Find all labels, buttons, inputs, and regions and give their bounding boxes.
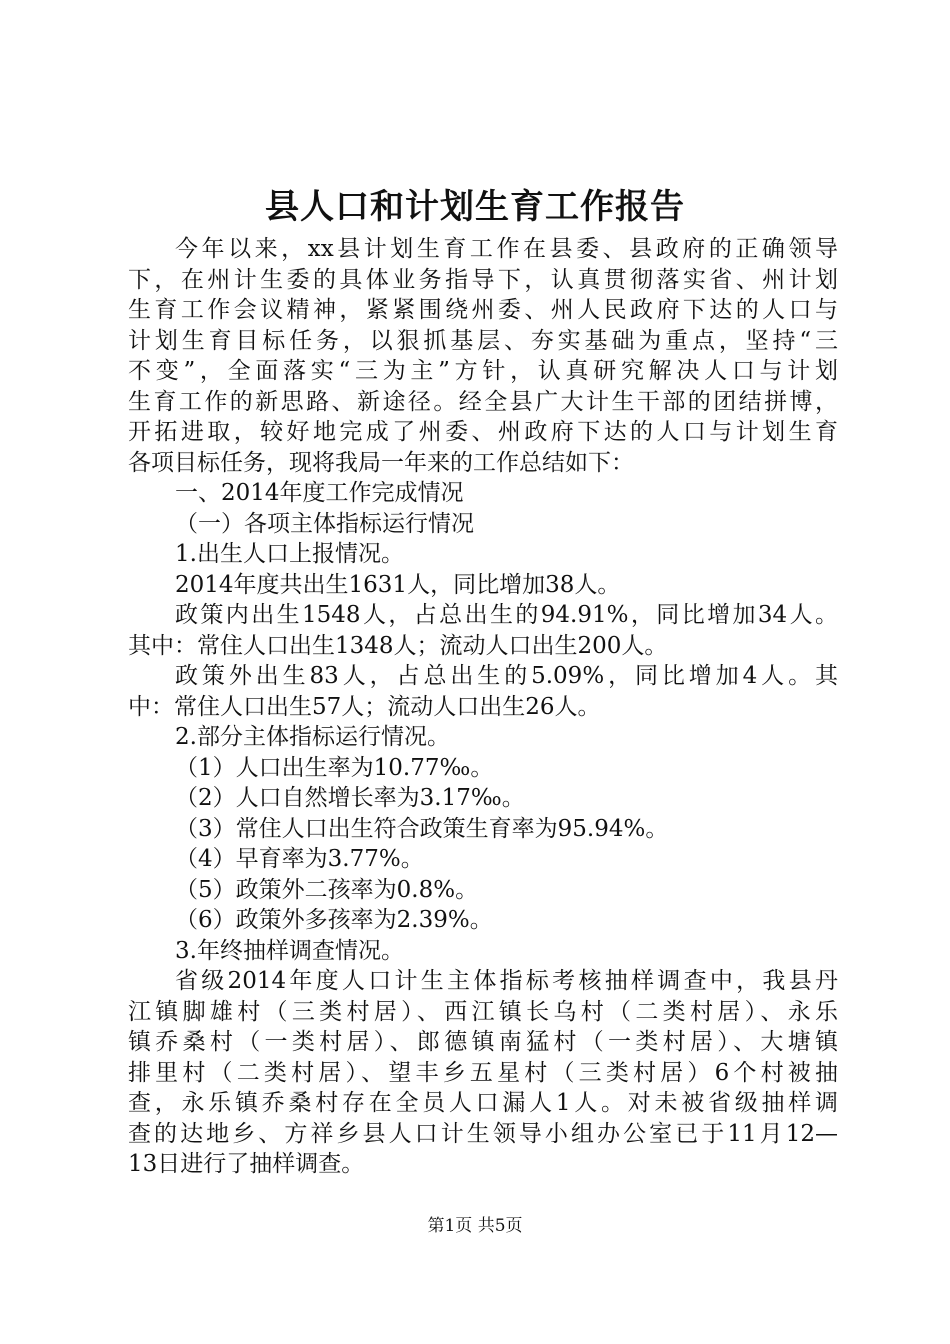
- subsection-heading: （一）各项主体指标运行情况: [175, 510, 474, 537]
- body-line: 生育工作会议精神，紧紧围绕州委、州人民政府下达的人口与: [128, 297, 838, 323]
- item-heading: 2.部分主体指标运行情况。: [175, 724, 450, 750]
- page-footer: 第1页 共5页: [427, 1216, 523, 1236]
- body-line: 查的达地乡、方祥乡县人口计生领导小组办公室已于11月12—: [128, 1120, 838, 1147]
- body-line: 13日进行了抽样调查。: [128, 1151, 365, 1177]
- indicator-item: （5）政策外二孩率为0.8%。: [175, 876, 479, 903]
- indicator-item: （2）人口自然增长率为3.17‰。: [175, 785, 525, 811]
- body-line: 生育工作的新思路、新途径。经全县广大计生干部的团结拼博，: [128, 388, 838, 415]
- body-line: 下，在州计生委的具体业务指导下，认真贯彻落实省、州计划: [128, 266, 838, 293]
- body-line: 省级2014年度人口计生主体指标考核抽样调查中，我县丹: [175, 968, 838, 994]
- body-line: 计划生育目标任务，以狠抓基层、夯实基础为重点，坚持“三: [128, 327, 838, 354]
- body-line: 排里村（二类村居）、望丰乡五星村（三类村居）6个村被抽: [128, 1059, 838, 1086]
- body-line: 其中：常住人口出生1348人；流动人口出生200人。: [128, 632, 668, 659]
- item-heading: 1.出生人口上报情况。: [175, 541, 404, 567]
- body-line: 中：常住人口出生57人；流动人口出生26人。: [128, 693, 601, 720]
- indicator-item: （6）政策外多孩率为2.39%。: [175, 907, 493, 933]
- indicator-item: （3）常住人口出生符合政策生育率为95.94%。: [175, 815, 669, 842]
- body-line: 各项目标任务，现将我局一年来的工作总结如下：: [128, 449, 634, 476]
- body-line: 不变”，全面落实“三为主”方针，认真研究解决人口与计划: [128, 358, 838, 384]
- indicator-item: （1）人口出生率为10.77‰。: [175, 754, 494, 781]
- body-line: 江镇脚雄村（三类村居）、西江镇长乌村（二类村居）、永乐: [128, 998, 838, 1025]
- body-line: 开拓进取，较好地完成了州委、州政府下达的人口与计划生育: [128, 419, 838, 445]
- body-line: 镇乔桑村（一类村居）、郎德镇南猛村（一类村居）、大塘镇: [128, 1029, 838, 1055]
- body-line: 2014年度共出生1631人，同比增加38人。: [175, 571, 621, 598]
- item-heading: 3.年终抽样调查情况。: [175, 937, 404, 964]
- body-line: 政策内出生1548人，占总出生的94.91%，同比增加34人。: [175, 602, 838, 628]
- body-line: 查，永乐镇乔桑村存在全员人口漏人1人。对未被省级抽样调: [128, 1090, 838, 1116]
- indicator-item: （4）早育率为3.77%。: [175, 846, 424, 872]
- document-title: 县人口和计划生育工作报告: [265, 187, 685, 227]
- body-line: 政策外出生83人，占总出生的5.09%，同比增加4人。其: [175, 663, 838, 689]
- document-body: [128, 234, 838, 1180]
- section-heading: 一、2014年度工作完成情况: [175, 480, 464, 506]
- body-line: 今年以来，xx县计划生育工作在县委、县政府的正确领导: [175, 236, 838, 262]
